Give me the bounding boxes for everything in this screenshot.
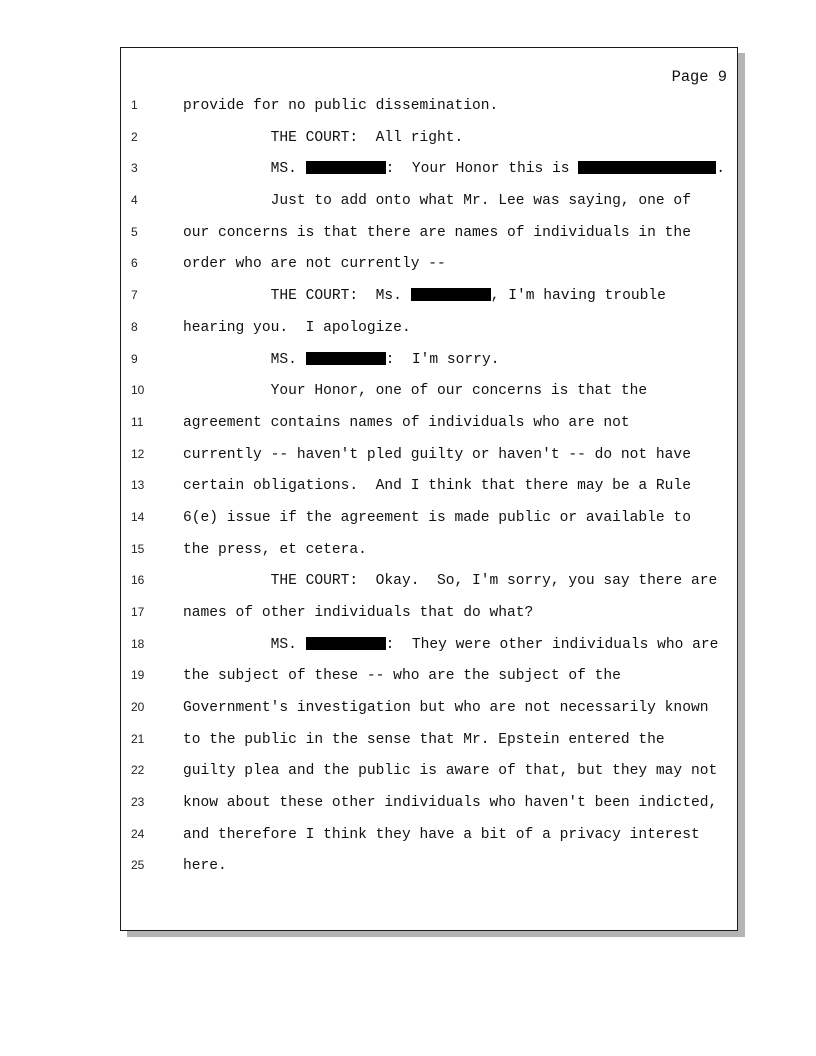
line-number: 5 xyxy=(131,225,138,239)
transcript-line: Just to add onto what Mr. Lee was saying, one of xyxy=(183,193,691,209)
transcript-page xyxy=(120,47,738,931)
line-number: 13 xyxy=(131,478,145,492)
transcript-line: our concerns is that there are names of individuals in the xyxy=(183,225,691,241)
transcript-line: Your Honor, one of our concerns is that the xyxy=(183,383,648,399)
transcript-line: 6(e) issue if the agreement is made public or available to xyxy=(183,510,691,526)
line-number: 14 xyxy=(131,510,145,524)
transcript-line: here. xyxy=(183,858,227,874)
line-number: 15 xyxy=(131,542,145,556)
line-text-segment: MS. xyxy=(183,637,306,653)
redaction-box xyxy=(306,637,386,650)
transcript-line: order who are not currently -- xyxy=(183,256,446,272)
line-number: 6 xyxy=(131,256,138,270)
transcript-line: currently -- haven't pled guilty or haven't -- do not have xyxy=(183,447,691,463)
transcript-line: names of other individuals that do what? xyxy=(183,605,534,621)
transcript-line: and therefore I think they have a bit of a privacy interest xyxy=(183,827,700,843)
line-number: 4 xyxy=(131,193,138,207)
line-text-segment: , I'm having trouble xyxy=(490,288,666,304)
transcript-line: provide for no public dissemination. xyxy=(183,98,499,114)
transcript-line: to the public in the sense that Mr. Epstein entered the xyxy=(183,732,665,748)
transcript-line: guilty plea and the public is aware of that, but they may not xyxy=(183,763,718,779)
transcript-line: hearing you. I apologize. xyxy=(183,320,411,336)
transcript-line xyxy=(183,637,718,653)
transcript-line: THE COURT: All right. xyxy=(183,130,464,146)
transcript-line: know about these other individuals who haven't been indicted, xyxy=(183,795,718,811)
transcript-line: the press, et cetera. xyxy=(183,542,367,558)
line-number: 16 xyxy=(131,573,145,587)
line-number: 18 xyxy=(131,637,145,651)
redaction-box xyxy=(578,161,716,174)
redaction-box xyxy=(306,161,386,174)
transcript-line xyxy=(183,161,725,177)
line-number: 2 xyxy=(131,130,138,144)
transcript-line xyxy=(183,288,666,304)
line-number: 19 xyxy=(131,668,145,682)
line-number: 7 xyxy=(131,288,138,302)
line-text-segment: THE COURT: Ms. xyxy=(183,288,411,304)
transcript-line: Government's investigation but who are not necessarily known xyxy=(183,700,709,716)
redaction-box xyxy=(306,352,386,365)
line-number: 3 xyxy=(131,161,138,175)
page-number-label: Page 9 xyxy=(671,68,727,86)
line-text-segment: : Your Honor this is xyxy=(385,161,579,177)
transcript-line: agreement contains names of individuals who are not xyxy=(183,415,630,431)
transcript-line: THE COURT: Okay. So, I'm sorry, you say there are xyxy=(183,573,718,589)
line-number: 12 xyxy=(131,447,145,461)
line-text-segment: MS. xyxy=(183,352,306,368)
line-text-segment: : They were other individuals who are xyxy=(385,637,719,653)
line-number: 23 xyxy=(131,795,145,809)
line-number: 11 xyxy=(131,415,144,429)
line-number: 8 xyxy=(131,320,138,334)
line-number: 17 xyxy=(131,605,145,619)
line-text-segment: : I'm sorry. xyxy=(385,352,500,368)
line-number: 10 xyxy=(131,383,145,397)
transcript-line: the subject of these -- who are the subject of the xyxy=(183,668,621,684)
line-number: 25 xyxy=(131,858,145,872)
redaction-box xyxy=(411,288,491,301)
line-number: 21 xyxy=(131,732,145,746)
line-text-segment: MS. xyxy=(183,161,306,177)
line-text-segment: . xyxy=(716,161,726,177)
transcript-line: certain obligations. And I think that there may be a Rule xyxy=(183,478,691,494)
line-number: 20 xyxy=(131,700,145,714)
line-number: 1 xyxy=(131,98,138,112)
line-number: 24 xyxy=(131,827,145,841)
line-number: 22 xyxy=(131,763,145,777)
line-number: 9 xyxy=(131,352,138,366)
transcript-line xyxy=(183,352,499,368)
